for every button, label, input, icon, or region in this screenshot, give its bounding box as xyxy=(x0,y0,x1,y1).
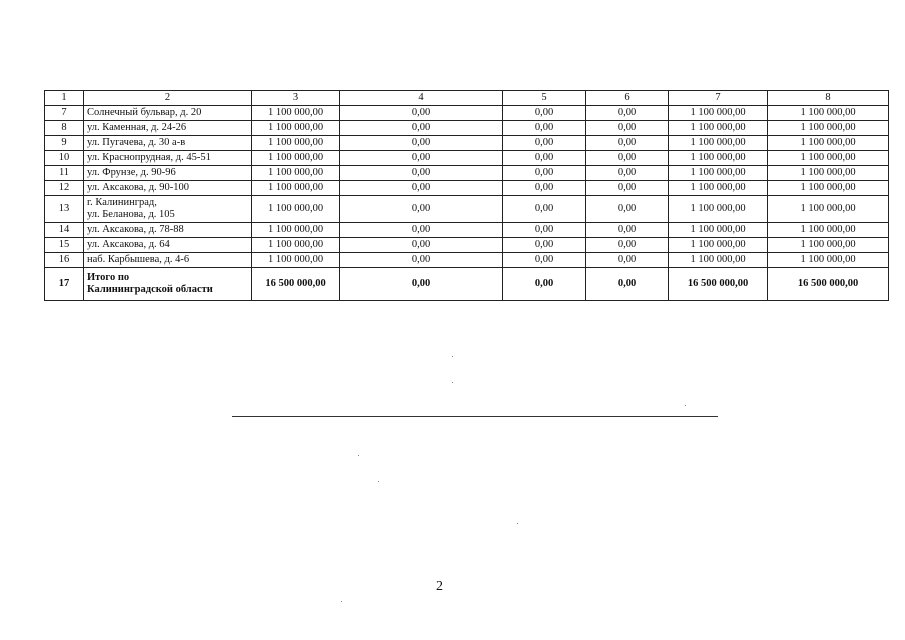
table-cell-col-8: 1 100 000,00 xyxy=(768,151,889,166)
table-row xyxy=(45,136,889,151)
table-row xyxy=(45,223,889,238)
table-cell-col-4: 0,00 xyxy=(340,151,503,166)
table-cell-col-5: 0,00 xyxy=(503,268,586,301)
table-cell-col-5: 0,00 xyxy=(503,238,586,253)
table-cell-col-8: 1 100 000,00 xyxy=(768,181,889,196)
table-cell-col-2: ул. Краснопрудная, д. 45-51 xyxy=(84,151,252,166)
table-cell-col-1: 12 xyxy=(45,181,84,196)
table-cell-col-1: 7 xyxy=(45,106,84,121)
table-cell-col-4: 0,00 xyxy=(340,253,503,268)
page-number: 2 xyxy=(436,579,443,594)
table-cell-col-5: 0,00 xyxy=(503,181,586,196)
table-cell-col-4: 0,00 xyxy=(340,166,503,181)
header-cell-5: 5 xyxy=(503,91,586,106)
table-row xyxy=(45,253,889,268)
table-cell-col-6: 0,00 xyxy=(586,121,669,136)
table-cell-col-2: Солнечный бульвар, д. 20 xyxy=(84,106,252,121)
table-cell-col-8: 1 100 000,00 xyxy=(768,106,889,121)
table-cell-col-1: 11 xyxy=(45,166,84,181)
table-cell-col-6: 0,00 xyxy=(586,238,669,253)
table-cell-col-8: 1 100 000,00 xyxy=(768,223,889,238)
table-cell-col-3: 1 100 000,00 xyxy=(252,196,340,223)
table-cell-col-3: 1 100 000,00 xyxy=(252,136,340,151)
table-cell-col-3: 1 100 000,00 xyxy=(252,238,340,253)
table-cell-col-6: 0,00 xyxy=(586,268,669,301)
table-cell-col-5: 0,00 xyxy=(503,136,586,151)
table-cell-col-3: 1 100 000,00 xyxy=(252,151,340,166)
table-cell-col-4: 0,00 xyxy=(340,136,503,151)
header-cell-6: 6 xyxy=(586,91,669,106)
table-cell-col-7: 16 500 000,00 xyxy=(669,268,768,301)
table-cell-col-7: 1 100 000,00 xyxy=(669,136,768,151)
budget-table xyxy=(44,90,889,301)
table-cell-col-1: 15 xyxy=(45,238,84,253)
table-cell-col-4: 0,00 xyxy=(340,268,503,301)
header-cell-7: 7 xyxy=(669,91,768,106)
table-cell-col-8: 1 100 000,00 xyxy=(768,253,889,268)
table-cell-col-2: наб. Карбышева, д. 4-6 xyxy=(84,253,252,268)
header-cell-3: 3 xyxy=(252,91,340,106)
table-cell-col-2: ул. Каменная, д. 24-26 xyxy=(84,121,252,136)
table-row xyxy=(45,181,889,196)
table-cell-col-3: 1 100 000,00 xyxy=(252,166,340,181)
table-cell-col-4: 0,00 xyxy=(340,238,503,253)
table-cell-col-1: 17 xyxy=(45,268,84,301)
header-cell-1: 1 xyxy=(45,91,84,106)
table-cell-col-1: 13 xyxy=(45,196,84,223)
table-cell-col-4: 0,00 xyxy=(340,106,503,121)
table-cell-col-4: 0,00 xyxy=(340,223,503,238)
table-cell-col-2: ул. Аксакова, д. 64 xyxy=(84,238,252,253)
table-cell-col-7: 1 100 000,00 xyxy=(669,196,768,223)
table-cell-col-3: 1 100 000,00 xyxy=(252,106,340,121)
scan-speck xyxy=(378,481,379,482)
table-cell-col-1: 16 xyxy=(45,253,84,268)
table-cell-col-3: 1 100 000,00 xyxy=(252,253,340,268)
table-cell-col-6: 0,00 xyxy=(586,223,669,238)
table-cell-col-3: 1 100 000,00 xyxy=(252,121,340,136)
table-cell-col-1: 9 xyxy=(45,136,84,151)
table-cell-col-1: 14 xyxy=(45,223,84,238)
horizontal-rule xyxy=(232,416,718,417)
table-cell-col-5: 0,00 xyxy=(503,121,586,136)
table-cell-col-7: 1 100 000,00 xyxy=(669,181,768,196)
table-row xyxy=(45,151,889,166)
scan-speck xyxy=(452,382,453,383)
table-row xyxy=(45,106,889,121)
table-row xyxy=(45,166,889,181)
table-cell-col-4: 0,00 xyxy=(340,121,503,136)
table-cell-col-8: 1 100 000,00 xyxy=(768,166,889,181)
table-cell-col-8: 1 100 000,00 xyxy=(768,136,889,151)
table-cell-col-5: 0,00 xyxy=(503,223,586,238)
table-cell-col-2: г. Калининград, ул. Беланова, д. 105 xyxy=(84,196,252,223)
scan-speck xyxy=(341,601,342,602)
table-cell-col-5: 0,00 xyxy=(503,253,586,268)
table-cell-col-6: 0,00 xyxy=(586,196,669,223)
table-cell-col-6: 0,00 xyxy=(586,181,669,196)
scan-speck xyxy=(517,523,518,524)
table-cell-col-8: 1 100 000,00 xyxy=(768,196,889,223)
table-cell-col-5: 0,00 xyxy=(503,196,586,223)
scan-speck xyxy=(685,405,686,406)
table-row xyxy=(45,238,889,253)
table-cell-col-3: 1 100 000,00 xyxy=(252,223,340,238)
table-cell-col-1: 8 xyxy=(45,121,84,136)
table-cell-col-7: 1 100 000,00 xyxy=(669,106,768,121)
table-cell-col-7: 1 100 000,00 xyxy=(669,121,768,136)
table-cell-col-6: 0,00 xyxy=(586,151,669,166)
total-row xyxy=(45,268,889,301)
table-cell-col-7: 1 100 000,00 xyxy=(669,166,768,181)
table-cell-col-2: Итого по Калининградской области xyxy=(84,268,252,301)
table-cell-col-4: 0,00 xyxy=(340,181,503,196)
table-cell-col-8: 1 100 000,00 xyxy=(768,121,889,136)
scan-speck xyxy=(452,356,453,357)
table-cell-col-1: 10 xyxy=(45,151,84,166)
table-row xyxy=(45,121,889,136)
header-cell-4: 4 xyxy=(340,91,503,106)
table-cell-col-2: ул. Фрунзе, д. 90-96 xyxy=(84,166,252,181)
table-cell-col-5: 0,00 xyxy=(503,166,586,181)
table-cell-col-7: 1 100 000,00 xyxy=(669,223,768,238)
scan-speck xyxy=(358,455,359,456)
table-cell-col-7: 1 100 000,00 xyxy=(669,151,768,166)
table-cell-col-6: 0,00 xyxy=(586,253,669,268)
table-cell-col-6: 0,00 xyxy=(586,136,669,151)
table-cell-col-5: 0,00 xyxy=(503,106,586,121)
table-cell-col-2: ул. Аксакова, д. 90-100 xyxy=(84,181,252,196)
table-cell-col-8: 1 100 000,00 xyxy=(768,238,889,253)
table-cell-col-3: 1 100 000,00 xyxy=(252,181,340,196)
header-cell-2: 2 xyxy=(84,91,252,106)
table-cell-col-2: ул. Аксакова, д. 78-88 xyxy=(84,223,252,238)
table-row xyxy=(45,196,889,223)
table-cell-col-4: 0,00 xyxy=(340,196,503,223)
table-header-row xyxy=(45,91,889,106)
table-cell-col-6: 0,00 xyxy=(586,166,669,181)
table-cell-col-5: 0,00 xyxy=(503,151,586,166)
header-cell-8: 8 xyxy=(768,91,889,106)
table-cell-col-7: 1 100 000,00 xyxy=(669,253,768,268)
table-cell-col-2: ул. Пугачева, д. 30 а-в xyxy=(84,136,252,151)
table-cell-col-6: 0,00 xyxy=(586,106,669,121)
table-cell-col-7: 1 100 000,00 xyxy=(669,238,768,253)
table-cell-col-8: 16 500 000,00 xyxy=(768,268,889,301)
table-cell-col-3: 16 500 000,00 xyxy=(252,268,340,301)
